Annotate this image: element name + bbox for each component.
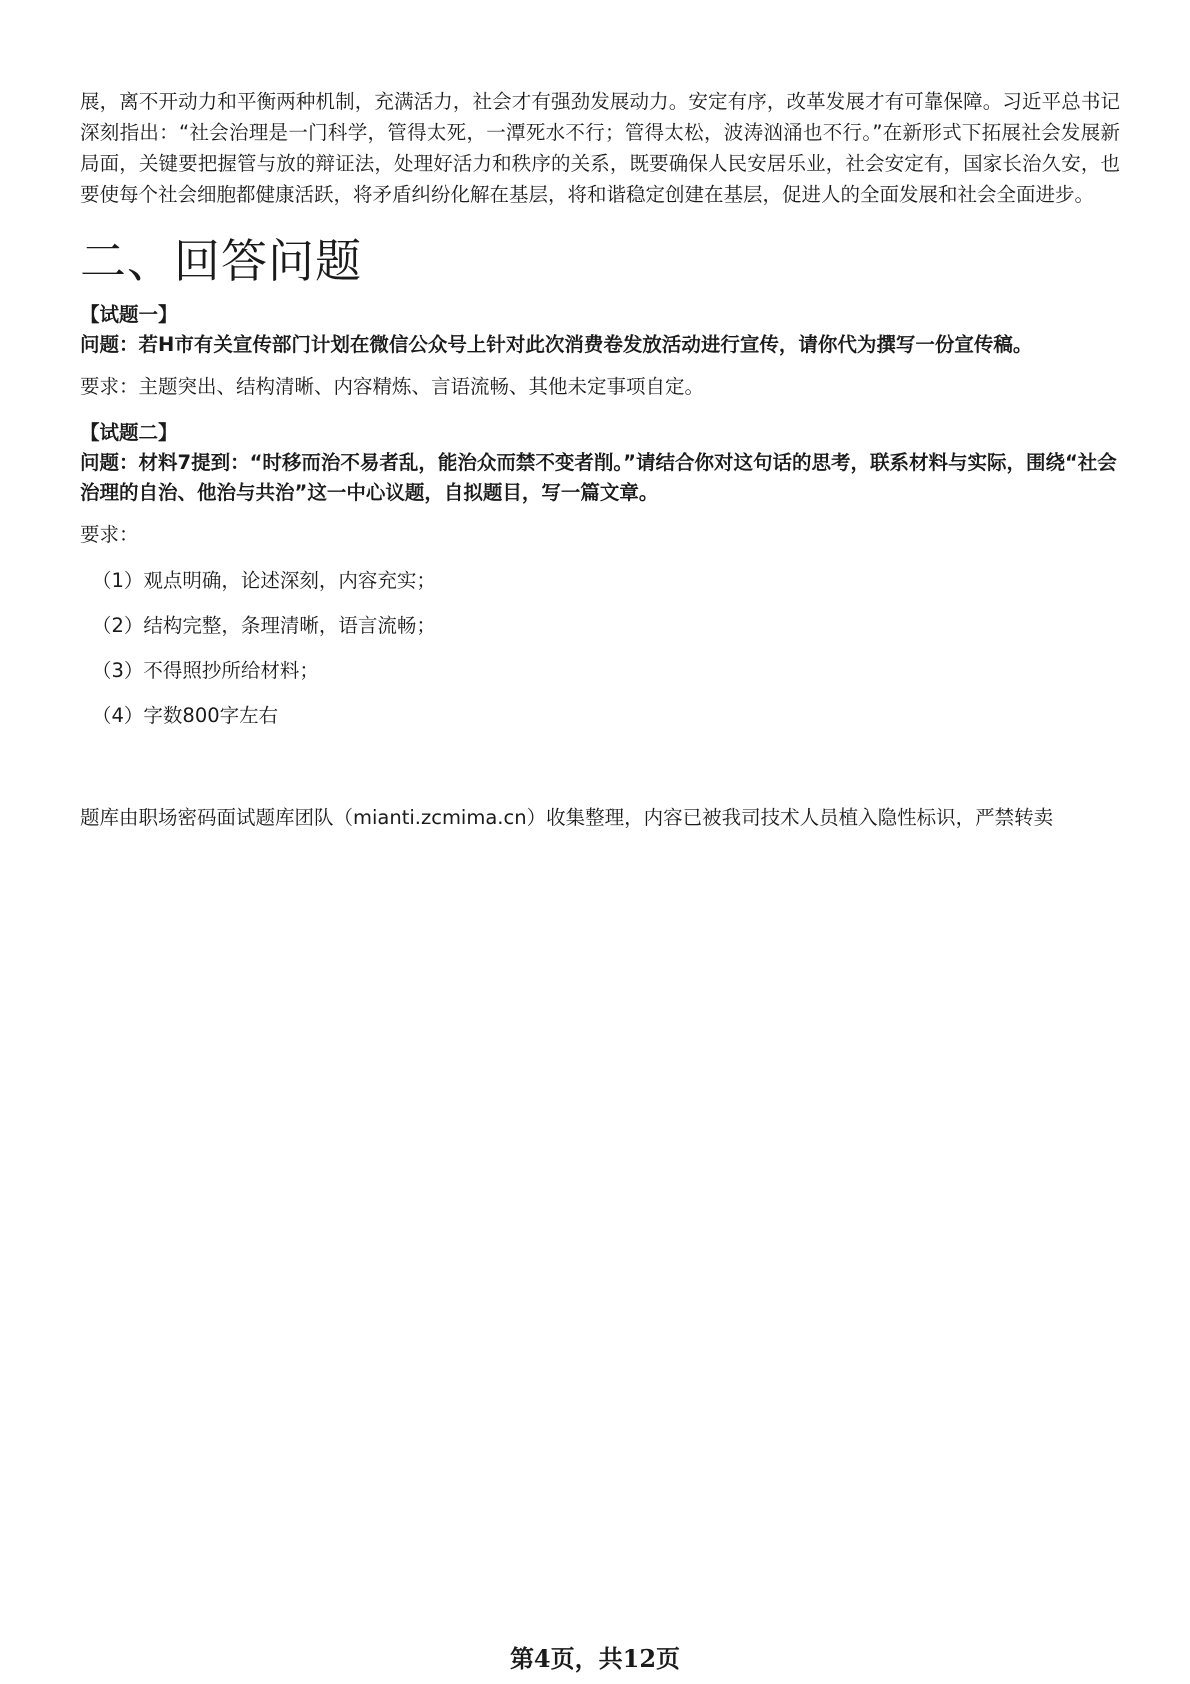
question-2-block [80,418,1120,731]
list-item: （4）字数800字左右 [92,704,279,727]
page-number-footer: 第4页，共12页 [509,1644,681,1673]
section-title: 二、回答问题 [80,234,362,288]
requirement-list [80,566,1120,731]
question-1-requirement: 要求：主题突出、结构清晰、内容精炼、言语流畅、其他未定事项自定。 [80,375,705,398]
document-page [80,86,1120,833]
question-2-requirement-heading: 要求： [80,523,139,546]
list-item: （3）不得照抄所给材料； [92,659,319,682]
question-1-label: 【试题一】 [80,303,178,326]
question-2-text: 问题：材料7提到：“时移而治不易者乱，能治众而禁不变者削。”请结合你对这句话的思考，联系材料与实际，围绕“社会治理的自治、他治与共治”这一中心议题，自拟题目，写一篇文章。 [80,451,1117,504]
list-item: （1）观点明确，论述深刻，内容充实； [92,569,436,592]
question-1-text: 问题：若H市有关宣传部门计划在微信公众号上针对此次消费卷发放活动进行宣传，请你代为撰写一份宣传稿。 [80,333,1033,356]
question-1-block [80,300,1120,402]
intro-paragraph: 展，离不开动力和平衡两种机制，充满活力，社会才有强劲发展动力。安定有序，改革发展才有可靠保障。习近平总书记深刻指出：“社会治理是一门科学，管得太死，一潭死水不行；管得太松，波涛汹涌也不行。”在新形式下拓展社会发展新局面，关键要把握管与放的辩证法，处理好活力和秩序的关系，既要确保人民安居乐业，社会安定有，国家长治久安，也要使每个社会细胞都健康活跃，将矛盾纠纷化解在基层，将和谐稳定创建在基层，促进人的全面发展和社会全面进步。 [80,90,1120,206]
list-item: （2）结构完整，条理清晰，语言流畅； [92,614,436,637]
copyright-notice: 题库由职场密码面试题库团队（mianti.zcmima.cn）收集整理，内容已被我司技术人员植入隐性标识，严禁转卖 [80,806,1054,829]
question-2-label: 【试题二】 [80,421,178,444]
